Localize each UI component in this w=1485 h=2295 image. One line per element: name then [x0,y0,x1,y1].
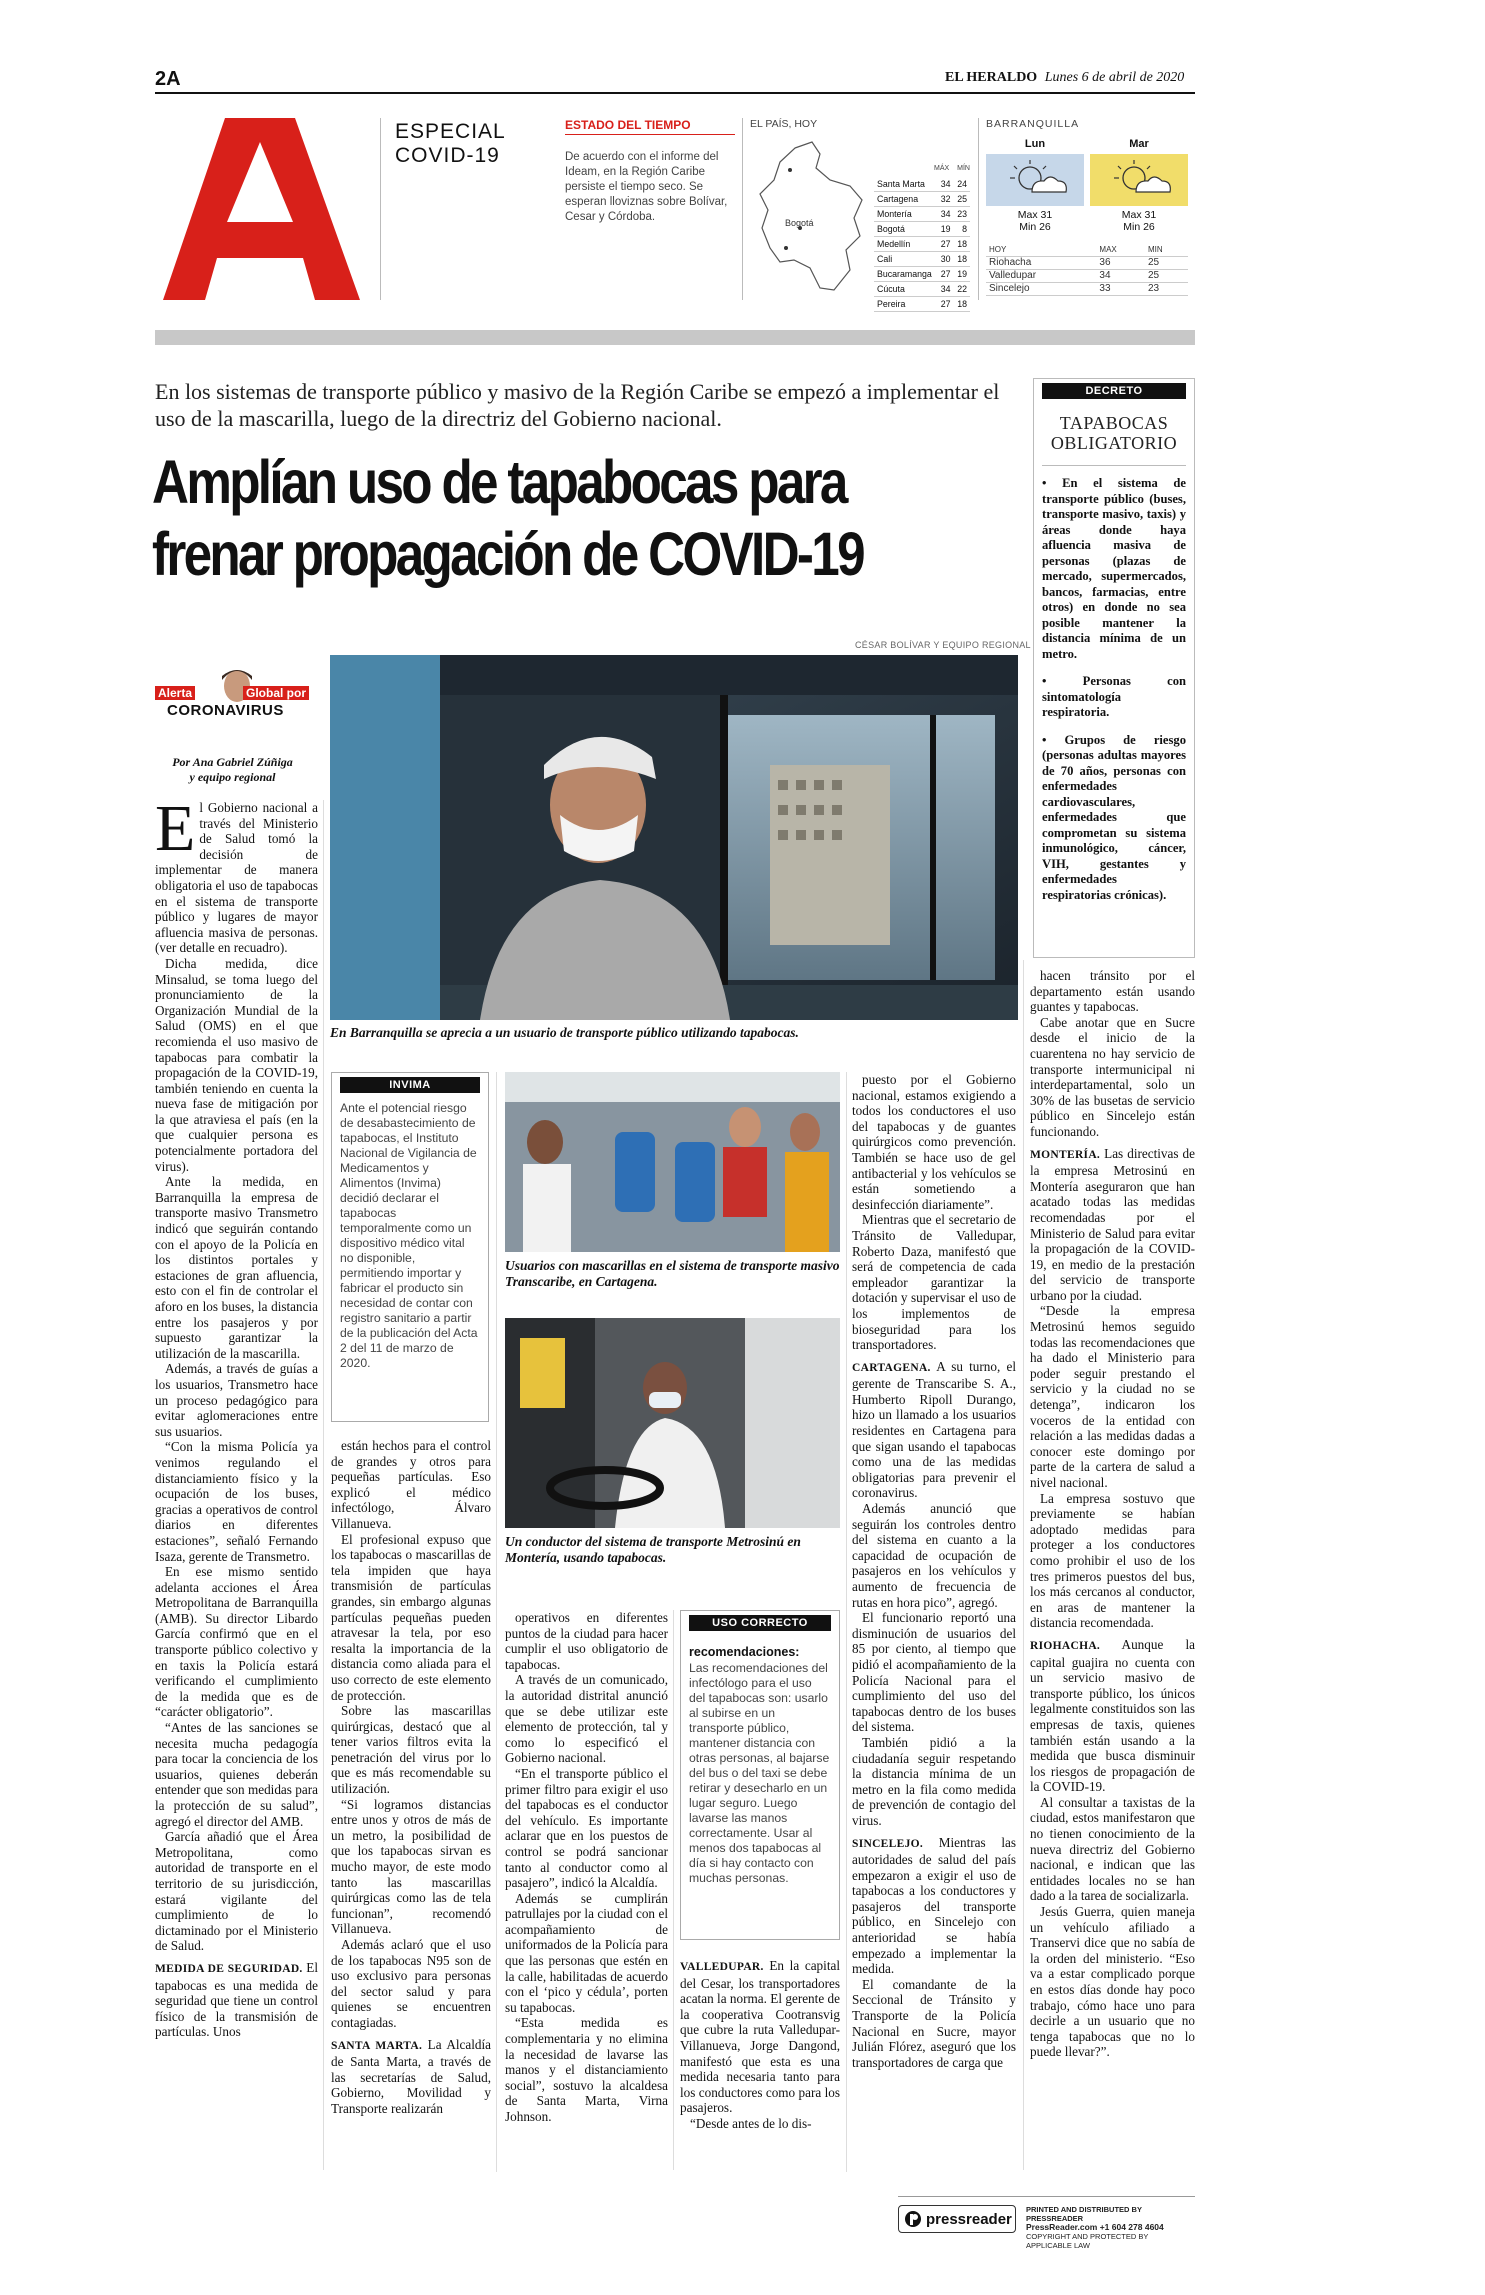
today-header: HOY [986,244,1096,257]
badge-left: Alerta [155,686,195,700]
byline-1: Por Ana Gabriel Zúñiga [172,755,293,769]
weather-panel [560,118,1195,309]
pressreader-logo [898,2205,1016,2233]
city-row [874,237,970,252]
byline-2: y equipo regional [189,770,276,784]
article-col-6 [1030,968,1195,2173]
col3-paragraph: Además se cumplirán patrullajes por la ciudad con el acompañamiento de uniformados de la Policía para que las personas que estén en la calle, habilitadas de acuerdo con el ‘pico y cédula’, porten su tapabocas. [505,1890,668,2015]
forecast-day-1-min: Min 26 [1019,221,1051,233]
section-letter-block [155,118,365,300]
col2-paragraph: están hechos para el control de grandes y otros para pequeñas partículas. Eso explicó el médico infectólogo, Álvaro Villanueva. [331,1438,491,1531]
city-min: 23 [954,207,970,222]
city-name: Santa Marta [874,177,937,192]
partly-cloudy-icon [986,154,1084,206]
today-header: MAX [1096,244,1145,257]
byline [155,755,310,785]
col6-paragraph: hacen tránsito por el departamento están usando guantes y tapabocas. [1030,968,1195,1015]
uso-text: Las recomendaciones del infectólogo para el uso del tapabocas son: usarlo al subirse en un transporte público, mantener distancia con otras personas, al bajarse del bus o del taxi se debe retirar y desecharlo en un lugar seguro. Luego lavarse las manos correctamente. Usar al menos dos tapabocas al día si hay contacto con muchas personas. [689,1661,830,1885]
col1-paragraph: García añadió que el Área Metropolitana, como autoridad de transporte en el territorio de su jurisdicción, estará vigilante del cumplimiento de lo dictaminado por el Ministerio de Salud. [155,1829,318,1954]
pressreader-brand: pressreader [926,2210,1012,2228]
col1-paragraph: Dicha medida, dice Minsalud, se toma luego del pronunciamiento de la Organización Mundial de la Salud (OMS) en el que recomienda el uso masivo de tapabocas para combatir la propagación de la COVID-19, también teniendo en cuenta la nueva fase de mitigación por la que atraviesa el país (en la que cualquier persona es potencialmente portadora del virus). [155,955,318,1174]
city-row [874,207,970,222]
decreto-item [1042,476,1186,662]
city-max: 34 [937,177,953,192]
badge-bottom: CORONAVIRUS [167,702,284,719]
bullet-icon: • [1042,674,1083,688]
city-table-grid [874,177,970,312]
bus-passenger-image [330,655,1018,1020]
city-min: 24 [954,177,970,192]
col1-tail-lead: MEDIDA DE SEGURIDAD. [155,1962,303,1975]
today-name: Sincelejo [986,283,1096,296]
riohacha-p1: Aunque la capital guajira no cuenta con un servicio masivo de transporte público, los únicos legalmente constituidos son las empresas de taxis, quienes también están usando a la medida que busca disminuir los riesgos de propagación de la COVID-19. [1030,1636,1195,1795]
map-label-bogota: Bogotá [785,218,814,228]
today-min: 25 [1145,270,1188,283]
riohacha-lead: RIOHACHA. [1030,1639,1101,1652]
decreto-title [1034,413,1194,453]
today-max: 36 [1096,257,1145,270]
city-min: 8 [954,222,970,237]
invima-text: Ante el potencial riesgo de desabastecimiento de tapabocas, el Instituto Nacional de Vigilancia de Medicamentos y Alimentos (Invima) decidió declarar el tapabocas temporalmente como un dispositivo médico vital no disponible, permitiendo importar y fabricar el producto sin necesidad de contar con registro sanitario a partir de la publicación del Acta 2 del 11 de marzo de 2020. [340,1101,478,1370]
photo3-caption: Un conductor del sistema de transporte Metrosinú en Montería, usando tapabocas. [505,1534,801,1565]
photo-2 [505,1072,840,1252]
city-max: 27 [937,237,953,252]
weather-divider-2 [978,118,979,300]
city-name: Medellín [874,237,937,252]
metrosinu-driver-image [505,1318,840,1528]
col1-paragraph: Además, a través de guías a los usuarios, Transmetro hace un proceso pedagógico para evitar aglomeraciones entre sus usuarios. [155,1361,318,1439]
riohacha-p2: Al consultar a taxistas de la ciudad, estos manifestaron que no tienen conocimiento de la nueva directriz del Gobierno nacional, e indican que las entidades locales no se han dado a la tarea de socializarla. [1030,1794,1195,1904]
city-min: 22 [954,282,970,297]
section-label-2: COVID-19 [395,144,500,167]
col2-paragraph: “Si logramos distancias entre unos y otros de más de un metro, la posibilidad de que los tapabocas sirvan es mucho mayor, de este modo tanto las mascarillas quirúrgicas como las de tela funcionan”, recomendó Villanueva. [331,1796,491,1937]
footer-line-3: COPYRIGHT AND PROTECTED BY APPLICABLE LAW [1026,2232,1149,2250]
city-name: Bogotá [874,222,937,237]
article-col-5 [852,1072,1016,2172]
col1-paragraph: “Con la misma Policía ya venimos regulando el distanciamiento físico y la ocupación de los buses, gracias a operativos de control diarios en diferentes estaciones”, señaló Fernando Isaza, gerente de Transmetro. [155,1439,318,1564]
article-col-3 [505,1610,668,2170]
monteria-p3: La empresa sostuvo que previamente se habían adoptado medidas para proteger a los conductores como prohibir el uso de los tres primeros puestos del bus, los más cercanos al conductor, en aras de mantener la distancia recomendada. [1030,1490,1195,1631]
col-rule-4 [846,1072,847,2172]
cartagena-p2: Además anunció que seguirán los controles dentro del sistema en cuanto a la capacidad de ocupación de pasajeros en los vehículos y aumento de frecuencia de rutas en hora pico”, agregó. [852,1501,1016,1610]
city-row [874,177,970,192]
city-max: 27 [937,267,953,282]
weather-title-rule [565,134,735,135]
headline-line-2: frenar propagación de COVID-19 [152,520,863,588]
city-name: Cúcuta [874,282,937,297]
city-table-header-max: MÁX [933,165,950,172]
valledupar-lead: VALLEDUPAR. [680,1961,764,1973]
col1-paragraph: “Antes de las sanciones se necesita mucha pedagogía para tocar la conciencia de los usuarios, quienes deberán entender que son medidas para la protección de su salud”, agregó el director del AMB. [155,1720,318,1829]
weather-text: De acuerdo con el informe del Ideam, en la Región Caribe persiste el tiempo seco. Se esperan lloviznas sobre Bolívar, Cesar y Córdoba. [565,151,728,223]
col2-paragraph: El profesional expuso que los tapabocas o mascarillas de tela impiden que haya transmisión de partículas grandes, sin embargo algunas partículas pequeñas pueden atravesar la tela, por eso resalta la importancia de la distancia como aliada para el uso correcto de este elemento de protección. [331,1531,491,1703]
monteria-p1: Las directivas de la empresa Metrosinú en Montería aseguraron que han acatado todas las medidas recomendadas por el Ministerio de Salud para evitar la propagación de la COVID-19, en medio de la prestación del servicio de transporte urbano por la ciudad. [1030,1145,1195,1303]
col3-paragraph: operativos en diferentes puntos de la ciudad para hacer cumplir el uso obligatorio de tapabocas. [505,1610,668,1672]
forecast-day-1-name: Lun [1024,138,1046,150]
today-min: 23 [1145,283,1188,296]
city-max: 30 [937,252,953,267]
section-label [395,120,506,168]
article-headline [152,446,891,590]
city-row [874,252,970,267]
barranquilla-label: BARRANQUILLA [986,118,1080,130]
city-name: Montería [874,207,937,222]
pressreader-footer [898,2196,1195,2250]
col-rule-5 [1023,960,1024,2170]
decreto-box [1033,378,1195,958]
headline-line-1: Amplían uso de tapabocas para [152,448,846,516]
section-divider [380,118,381,300]
cartagena-p1: A su turno, el gerente de Transcaribe S. A., Humberto Ripoll Durango, hizo un llamado a los usuarios residentes en Cartagena para que sigan usando el tapabocas como una de las medidas obligatorias para prevenir el coronavirus. [852,1358,1016,1501]
photo2-caption: Usuarios con mascarillas en el sistema de transporte masivo Transcaribe, en Cartagena. [505,1258,840,1289]
today-header-row [986,244,1188,257]
article-col-1 [155,800,318,2180]
city-table [874,162,970,312]
decreto-tag: DECRETO [1042,383,1186,399]
pressreader-icon [903,2209,923,2229]
city-row [874,282,970,297]
decreto-item [1042,674,1186,721]
sincelejo-p1: Mientras las autoridades de salud del país empezaron a exigir el uso de tapabocas a los conductores y pasajeros del transporte público, en Sincelejo con anterioridad se había empezado a implementar la medida. [852,1834,1016,1977]
article-deck: En los sistemas de transporte público y masivo de la Región Caribe se empezó a implementar el uso de la mascarilla, luego de la directriz del Gobierno nacional. [155,379,1000,431]
city-row [874,267,970,282]
photo1-caption: En Barranquilla se aprecia a un usuario de transporte público utilizando tapabocas. [330,1025,799,1040]
col-rule-3 [673,1610,674,2170]
today-row [986,257,1188,270]
bullet-icon: • [1042,476,1063,490]
today-name: Riohacha [986,257,1096,270]
decreto-item-text: En el sistema de transporte público (buses, transporte masivo, taxis) y áreas donde haya afluencia masiva de personas (plazas de mercado, supermercados, bancos, farmacias, entre otros) en donde no sea posible mantener la distancia mínima de un metro. [1042,476,1187,661]
forecast-day-1-icon [986,154,1084,206]
decreto-item [1042,733,1186,904]
city-max: 32 [937,192,953,207]
decreto-list [1034,476,1194,903]
paper-name-text: EL HERALDO [945,70,1038,85]
city-max: 34 [937,207,953,222]
footer-line-1: PRINTED AND DISTRIBUTED BY PRESSREADER [1026,2205,1142,2223]
header-date: Lunes 6 de abril de 2020 [1044,70,1185,85]
today-row [986,283,1188,296]
col3-paragraph: A través de un comunicado, la autoridad distrital anunció que se debe utilizar este elemento de protección, tal y como lo especificó el Gobierno nacional. [505,1672,668,1766]
cartagena-p3: El funcionario reportó una disminución de usuarios del 85 por ciento, al tiempo que pidió el acompañamiento de la Policía Nacional para el cumplimiento del uso del tapabocas dentro de los buses del sistema. [852,1610,1016,1735]
today-row [986,270,1188,283]
drop-cap: E [155,800,196,865]
col6-paragraph: Cabe anotar que en Sucre desde el inicio de la cuarentena no hay servicio de transporte intermunicipal ni interdepartamental, solo un 30% de las busetas de servicio público en Sincelejo están funcionando. [1030,1014,1195,1139]
city-max: 34 [937,282,953,297]
partly-cloudy-icon [1090,154,1188,206]
valledupar-p2: “Desde antes de lo dis- [690,2115,812,2131]
section-letter-a [155,118,365,300]
monteria-lead: MONTERÍA. [1030,1148,1101,1161]
city-name: Cartagena [874,192,937,207]
city-min: 18 [954,237,970,252]
photo-credit: CÉSAR BOLÍVAR Y EQUIPO REGIONAL [855,640,1031,650]
forecast-day-2-icon [1090,154,1188,206]
col4a-paragraph: Mientras que el secretario de Tránsito de Valledupar, Roberto Daza, manifestó que será de competencia de cada empleador garantizar la dotación y supervisar el uso de los implementos de bioseguridad para los transportadores. [852,1212,1016,1353]
forecast-day-2-max: Max 31 [1121,209,1157,221]
monteria-p2: “Desde la empresa Metrosinú hemos seguido todas las recomendaciones que ha dado el Ministerio para poder seguir prestando el servicio y la ciudad no se detenga”, indicaron los voceros de la entidad con relación a las medidas dadas a conocer este domingo por parte de la cartera de salud a nivel nacional. [1030,1303,1195,1490]
uso-title: recomendaciones: [689,1645,800,1659]
uso-correcto-box [680,1610,840,1940]
today-max: 34 [1096,270,1145,283]
decreto-title-1: TAPABOCAS [1059,413,1169,433]
city-row [874,222,970,237]
today-header: MIN [1145,244,1188,257]
transcaribe-passengers-image [505,1072,840,1252]
col3-paragraph: “Esta medida es complementaria y no elimina la necesidad de lavarse las manos y el distanciamiento social”, sostuvo la alcaldesa de Santa Marta, Virna Johnson. [505,2015,668,2124]
valledupar-p1: En la capital del Cesar, los transportadores acatan la norma. El gerente de la cooperativa Cootransvig que cubre la ruta Valledupar- Villanueva, Jorge Dangond, manifestó que esta es una medida necesaria tanto para los conductores como para los pasajeros. [680,1958,840,2116]
today-name: Valledupar [986,270,1096,283]
city-min: 25 [954,192,970,207]
decreto-rule [1042,465,1186,466]
city-max: 27 [937,297,953,312]
country-label: EL PAÍS, HOY [750,118,818,130]
city-name: Cali [874,252,937,267]
weather-divider-1 [742,118,743,300]
city-row [874,192,970,207]
forecast-day-1 [986,138,1084,233]
footer-info [1026,2205,1195,2250]
footer-line-2: PressReader.com +1 604 278 4604 [1026,2222,1164,2232]
coronavirus-badge [155,668,317,726]
today-table [986,244,1188,296]
col1-paragraph: l Gobierno nacional a través del Ministerio de Salud tomó la decisión de implementar de manera obligatoria el uso de tapabocas en el sistema de transporte público y lugares de mayor afluencia masiva de personas. (ver detalle en recuadro). [155,800,318,956]
col2-paragraph: Sobre las mascarillas quirúrgicas, destacó que al tener varios filtros evita la penetración del virus por lo que es más recomendable su utilización. [331,1703,491,1797]
city-row [874,297,970,312]
uso-tag: USO CORRECTO [689,1615,831,1631]
photo-3 [505,1318,840,1528]
page-number: 2A [155,68,181,90]
section-gray-bar [155,330,1195,345]
city-name: Bucaramanga [874,267,937,282]
col4a-paragraph: puesto por el Gobierno nacional, estamos exigiendo a todos los conductores el uso del tapabocas y de guantes quirúrgicos como prevención. También se hace uso de gel antibacterial y los vehículos se están sometiendo a desinfección diariamente”. [852,1072,1016,1212]
forecast-day-2-min: Min 26 [1123,221,1155,233]
today-max: 33 [1096,283,1145,296]
badge-right: Global por [243,686,309,700]
sincelejo-lead: SINCELEJO. [852,1837,924,1850]
article-col-2 [331,1438,491,2168]
decreto-item-text: Grupos de riesgo (personas adultas mayores de 70 años, personas con enfermedades cardiovasculares, enfermedades que comprometan su sistema inmunológico, cáncer, VIH, gestantes y enfermedades respiratorias crónicas). [1042,732,1187,902]
sincelejo-p2: El comandante de la Seccional de Tránsito y Transporte de la Policía Nacional en Sucre, mayor Julián Flórez, aseguró que los transportadores de carga que [852,1976,1016,2070]
city-table-header-min: MÍN [957,165,970,172]
bullet-icon: • [1042,732,1065,747]
cartagena-p4: También pidió a la ciudadanía seguir respetando la distancia mínima de un metro en la fila como medida de prevención de contagio del virus. [852,1734,1016,1828]
decreto-title-2: OBLIGATORIO [1050,433,1178,453]
city-min: 19 [954,267,970,282]
forecast-day-2-name: Mar [1129,138,1149,150]
city-min: 18 [954,297,970,312]
city-max: 19 [937,222,953,237]
col-rule-2 [496,1072,497,2172]
riohacha-p3: Jesús Guerra, quien maneja un vehículo afiliado a Transervi dice que no sabía de la orden del ministerio. “Eso va a estar complicado porque en estos días donde hay poco trabajo, cómo hace uno para decirle a un usuario que no tenga tapabocas que no lo puede llevar?”. [1030,1904,1195,2060]
invima-tag: INVIMA [340,1077,480,1093]
col2-paragraph: Además aclaró que el uso de los tapabocas N95 son de uso exclusivo para personas del sector salud y para quienes se encuentren contagiadas. [331,1937,491,2030]
decreto-item-text: Personas con sintomatología respiratoria. [1042,674,1186,719]
section-label-1: ESPECIAL [395,120,506,143]
col1-paragraph: En ese mismo sentido adelanta acciones el Área Metropolitana de Barranquilla (AMB). Su director Libardo García confirmó que en el transporte público colectivo y en taxis la Policía estará verificando el cumplimiento de la medida que es de “carácter obligatorio”. [155,1564,318,1720]
article-col-4-bottom [680,1958,840,2170]
forecast-day-2 [1090,138,1188,233]
col1-paragraph: Ante la medida, en Barranquilla la empresa de transporte masivo Transmetro indicó que seguirán contando con el apoyo de la Policía en los distintos portales y estaciones de gran afluencia, esto con el fin de controlar el aforo en los buses, la distancia entre los pasajeros y por supuesto garantizar la utilización de la mascarilla. [155,1174,318,1361]
page-header-rule [155,92,1195,94]
forecast-day-1-max: Max 31 [1017,209,1053,221]
today-min: 25 [1145,257,1188,270]
col1-tail: El tapabocas es una medida de seguridad que tiene un control físico de la transmisión de partículas. Unos [155,1959,318,2040]
col2-tail: La Alcaldía de Santa Marta, a través de las secretarías de Salud, Gobierno, Movilidad y Transporte realizarán [331,2036,491,2116]
col-rule-1 [323,800,324,2170]
invima-box [331,1072,489,1422]
col3-paragraph: “En el transporte público el primer filtro para exigir el uso del tapabocas es el conductor del vehículo. Es importante aclarar que en los puestos de control se podrá sancionar tanto al conductor como al pasajero”, indicó la Alcaldía. [505,1765,668,1891]
main-photo [330,655,1018,1020]
weather-title: ESTADO DEL TIEMPO [565,118,691,132]
city-name: Pereira [874,297,937,312]
col2-tail-lead: SANTA MARTA. [331,2039,423,2052]
city-min: 18 [954,252,970,267]
paper-name [945,70,1184,86]
cartagena-lead: CARTAGENA. [852,1361,931,1374]
